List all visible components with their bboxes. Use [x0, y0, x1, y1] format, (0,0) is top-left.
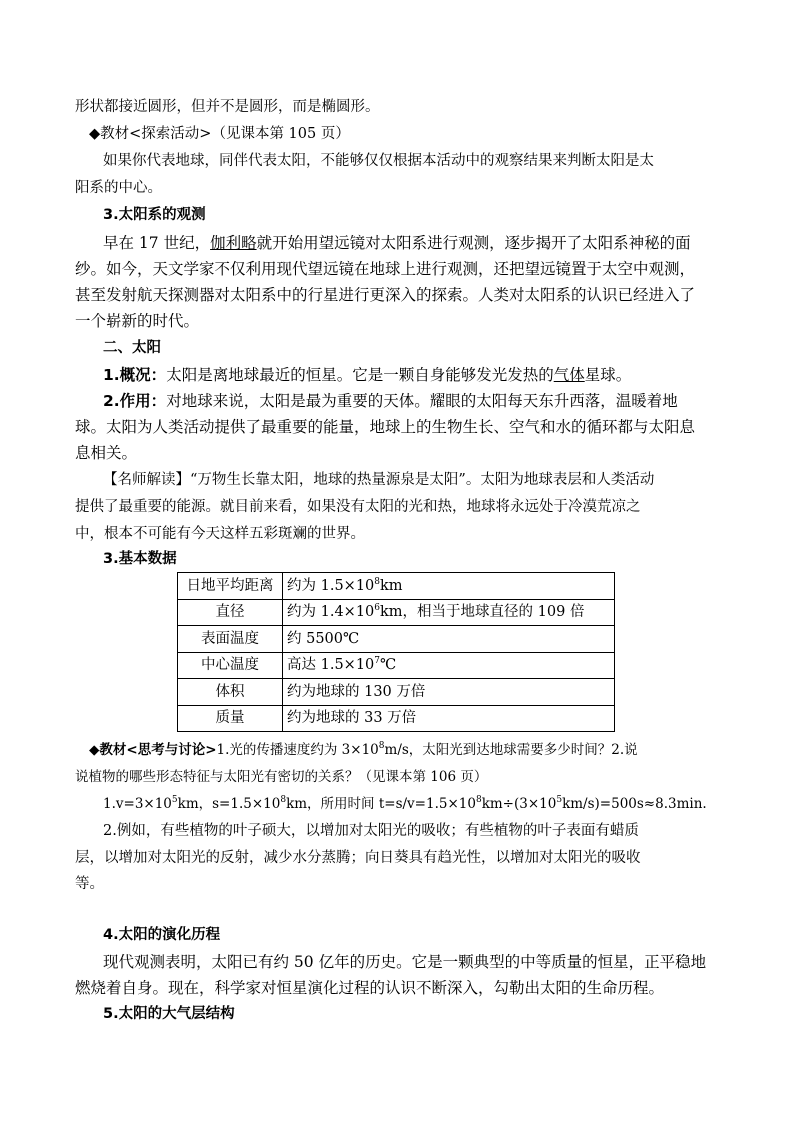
label: ◆教材<思考与讨论>: [89, 742, 217, 758]
superscript: 8: [280, 795, 287, 805]
paragraph-line: [75, 417, 695, 437]
answer-line: [103, 821, 639, 841]
text: km，s=1.5×10: [177, 796, 281, 812]
text: 1.v=3×10: [103, 796, 172, 812]
text: 形状都接近圆形，但并不是圆形，而是椭圆形。: [75, 99, 380, 115]
text: 3.太阳系的观测: [103, 207, 206, 223]
table-row: [178, 679, 615, 706]
superscript: 7: [374, 656, 381, 667]
text: 阳系的中心。: [75, 180, 162, 196]
table-row: [178, 652, 615, 679]
underlined-term: 气体: [553, 366, 585, 384]
paragraph-line: [75, 178, 162, 198]
underlined-term: 伽利略: [210, 234, 257, 252]
text: 一个崭新的时代。: [75, 312, 200, 330]
text: 二、太阳: [103, 340, 161, 356]
text: 早在 17 世纪，: [103, 234, 211, 252]
paragraph-line: [75, 443, 137, 463]
table-key-cell: 中心温度: [178, 652, 283, 679]
table-value-cell: [283, 626, 615, 653]
value-text: 高达 1.5×10: [287, 657, 375, 674]
table-row: [178, 626, 615, 653]
text: 等。: [75, 876, 104, 892]
table-key-cell: 质量: [178, 705, 283, 732]
paragraph-line: [103, 233, 691, 253]
text: 提供了最重要的能源。就目前来看，如果没有太阳的光和热，地球将永远处于冷漠荒凉之: [75, 499, 641, 515]
paragraph-line: [75, 767, 487, 787]
answer-line: [103, 794, 707, 814]
text: 纱。如今，天文学家不仅利用现代望远镜在地球上进行观测，还把望远镜置于太空中观测，: [75, 260, 696, 278]
table-value-cell: [283, 652, 615, 679]
table-key-cell: 表面温度: [178, 626, 283, 653]
paragraph-line: [75, 285, 695, 305]
paragraph-line: [75, 497, 641, 517]
section-heading: [103, 338, 161, 358]
text: 燃烧着自身。现在，科学家对恒星演化过程的认识不断深入，勾勒出太阳的生命历程。: [75, 979, 665, 997]
text: 说植物的哪些形态特征与太阳光有密切的关系？（见课本第 106 页）: [75, 769, 488, 785]
label: 2.作用：: [103, 392, 167, 410]
text: ◆教材<探索活动>（见课本第 105 页）: [89, 126, 350, 142]
value-text: 约为 1.5×10: [287, 577, 375, 594]
text: 太阳是离地球最近的恒星。它是一颗自身能够发光发热的: [166, 366, 554, 384]
text: 息相关。: [75, 444, 138, 462]
superscript: 8: [378, 741, 385, 751]
value-text: 约为 1.4×10: [287, 604, 375, 621]
table-row: [178, 705, 615, 732]
paragraph-line: [75, 97, 380, 117]
basic-data-table: [177, 572, 615, 732]
table-key-cell: 体积: [178, 679, 283, 706]
table-row: [178, 599, 615, 626]
table-value-cell: [283, 679, 615, 706]
table-value-cell: [283, 705, 615, 732]
value-text: km: [380, 577, 403, 594]
text: 星球。: [584, 366, 632, 384]
text: 中，根本不可能有今天这样五彩斑斓的世界。: [75, 526, 365, 542]
paragraph-line: [103, 952, 706, 972]
superscript: 6: [374, 603, 381, 614]
text: 层，以增加对太阳光的反射，减少水分蒸腾；向日葵具有趋光性，以增加对太阳光的吸收: [75, 850, 641, 866]
text: “万物生长靠太阳，地球的热量源泉是太阳”。太阳为地球表层和人类活动: [190, 472, 655, 488]
table-key-cell: 日地平均距离: [178, 573, 283, 600]
value-text: km，相当于地球直径的 109 倍: [380, 604, 585, 621]
superscript: 8: [475, 795, 482, 805]
paragraph-line: [75, 848, 641, 868]
textbook-reference: [89, 124, 350, 144]
table-value-cell: [283, 573, 615, 600]
text: m/s，太阳光到达地球需要多少时间？2.说: [384, 742, 638, 758]
value-text: ℃: [380, 657, 397, 674]
text: km/s)=500s≈8.3min.: [562, 796, 707, 812]
text: 2.例如，有些植物的叶子硕大，以增加对太阳光的吸收；有些植物的叶子表面有蜡质: [103, 823, 639, 839]
section-heading: [103, 1004, 235, 1024]
text: 对地球来说，太阳是最为重要的天体。耀眼的太阳每天东升西落，温暖着地: [166, 392, 678, 410]
table-value-cell: [283, 599, 615, 626]
superscript: 5: [556, 795, 563, 805]
paragraph-line: [75, 978, 664, 998]
note-label: 【名师解读】: [103, 472, 190, 488]
paragraph-line: [75, 524, 365, 544]
table-row: [178, 573, 615, 600]
paragraph-line: [103, 391, 678, 411]
teacher-note: [103, 470, 654, 490]
text: 如果你代表地球，同伴代表太阳，不能够仅仅根据本活动中的观察结果来判断太阳是太: [103, 153, 654, 169]
superscript: 8: [374, 576, 381, 587]
text: 球。太阳为人类活动提供了最重要的能量，地球上的生物生长、空气和水的循环都与太阳息: [75, 418, 696, 436]
table-key-cell: 直径: [178, 599, 283, 626]
section-heading: [103, 205, 206, 225]
text: 1.光的传播速度约为 3×10: [216, 742, 379, 758]
paragraph-line: [75, 259, 695, 279]
text: 4.太阳的演化历程: [103, 927, 221, 943]
text: 甚至发射航天探测器对太阳系中的行星进行更深入的探索。人类对太阳系的认识已经进入了: [75, 286, 696, 304]
text: 3.基本数据: [103, 551, 177, 567]
label: 1.概况：: [103, 366, 167, 384]
text: km÷(3×10: [481, 796, 557, 812]
paragraph-line: [103, 151, 654, 171]
paragraph-line: [103, 365, 631, 385]
section-heading: [103, 925, 220, 945]
text: 就开始用望远镜对太阳系进行观测，逐步揭开了太阳系神秘的面: [256, 234, 691, 252]
value-text: 约为地球的 33 万倍: [287, 710, 417, 727]
text: 5.太阳的大气层结构: [103, 1006, 235, 1022]
textbook-reference: [89, 740, 638, 760]
text: km，所用时间 t=s/v=1.5×10: [286, 796, 476, 812]
value-text: 约 5500℃: [287, 630, 360, 647]
section-heading: [103, 549, 177, 569]
value-text: 约为地球的 130 万倍: [287, 683, 426, 700]
paragraph-line: [75, 874, 104, 894]
superscript: 5: [171, 795, 178, 805]
text: 现代观测表明，太阳已有约 50 亿年的历史。它是一颗典型的中等质量的恒星，正平稳地: [103, 953, 707, 971]
paragraph-line: [75, 311, 199, 331]
